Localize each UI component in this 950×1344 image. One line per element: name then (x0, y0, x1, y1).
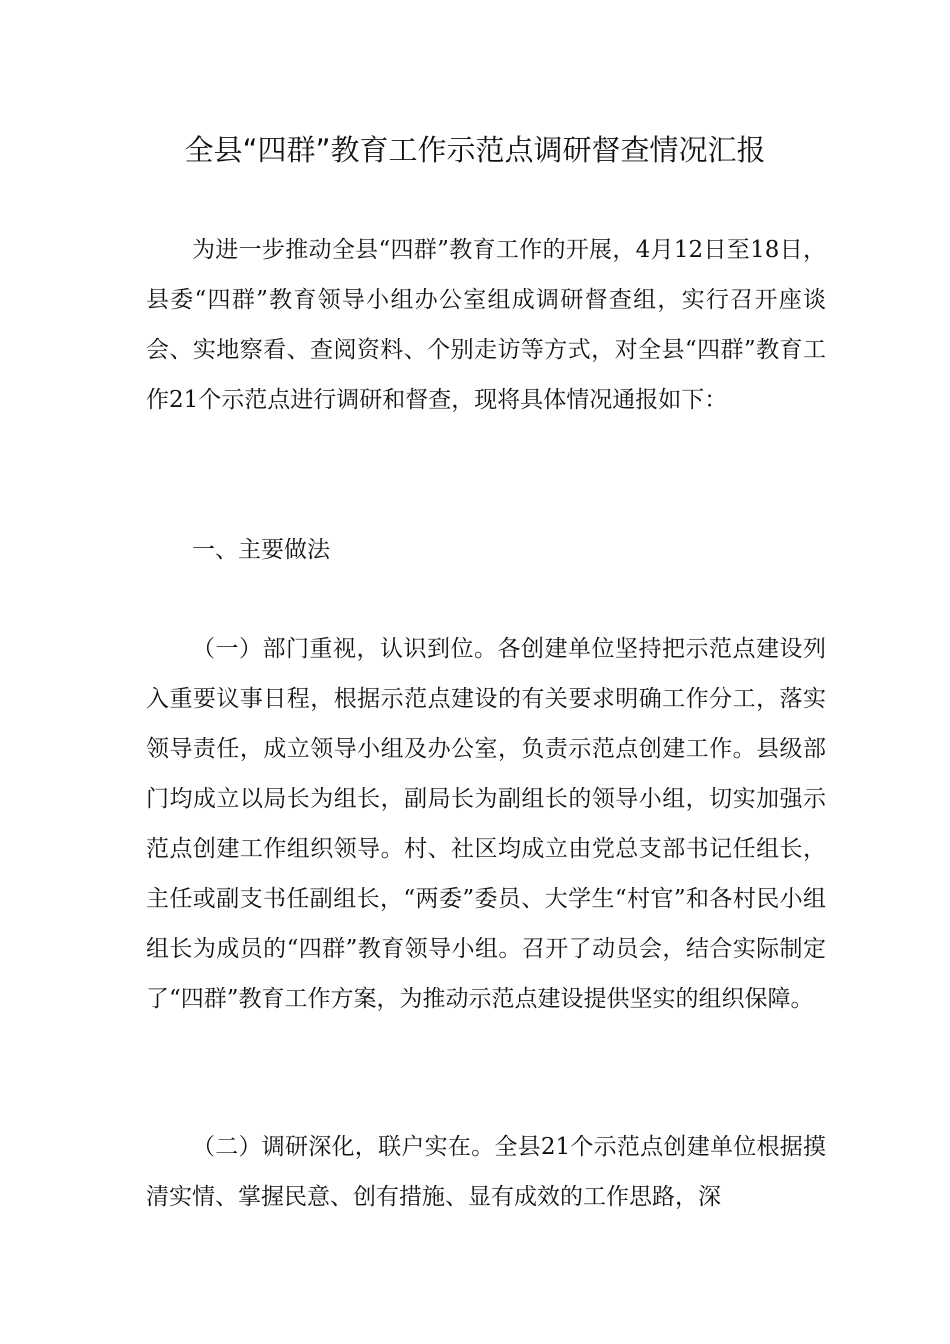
document-title: 全县“四群”教育工作示范点调研督查情况汇报 (184, 133, 766, 167)
section-heading: 一、主要做法 (192, 537, 330, 563)
body-paragraph: （一）部门重视，认识到位。各创建单位坚持把示范点建设列入重要议事日程，根据示范点建设的有关要求明确工作分工，落实领导责任，成立领导小组及办公室，负责示范点创建工作。县级部门均成立以局长为组长，副局长为副组长的领导小组，切实加强示范点创建工作组织领导。村、社区均成立由党总支部书记任组长，主任或副支书任副组长，“两委”委员、大学生“村官”和各村民小组组长为成员的“四群”教育领导小组。召开了动员会，结合实际制定了“四群”教育工作方案，为推动示范点建设提供坚实的组织保障。 (146, 636, 826, 1012)
body-paragraph: （二）调研深化，联户实在。全县21个示范点创建单位根据摸清实情、掌握民意、创有措施、显有成效的工作思路，深 (146, 1134, 826, 1210)
intro-paragraph: 为进一步推动全县“四群”教育工作的开展，4月12日至18日，县委“四群”教育领导小组办公室组成调研督查组，实行召开座谈会、实地察看、查阅资料、个别走访等方式，对全县“四群”教育工作21个示范点进行调研和督查，现将具体情况通报如下： (146, 237, 826, 413)
